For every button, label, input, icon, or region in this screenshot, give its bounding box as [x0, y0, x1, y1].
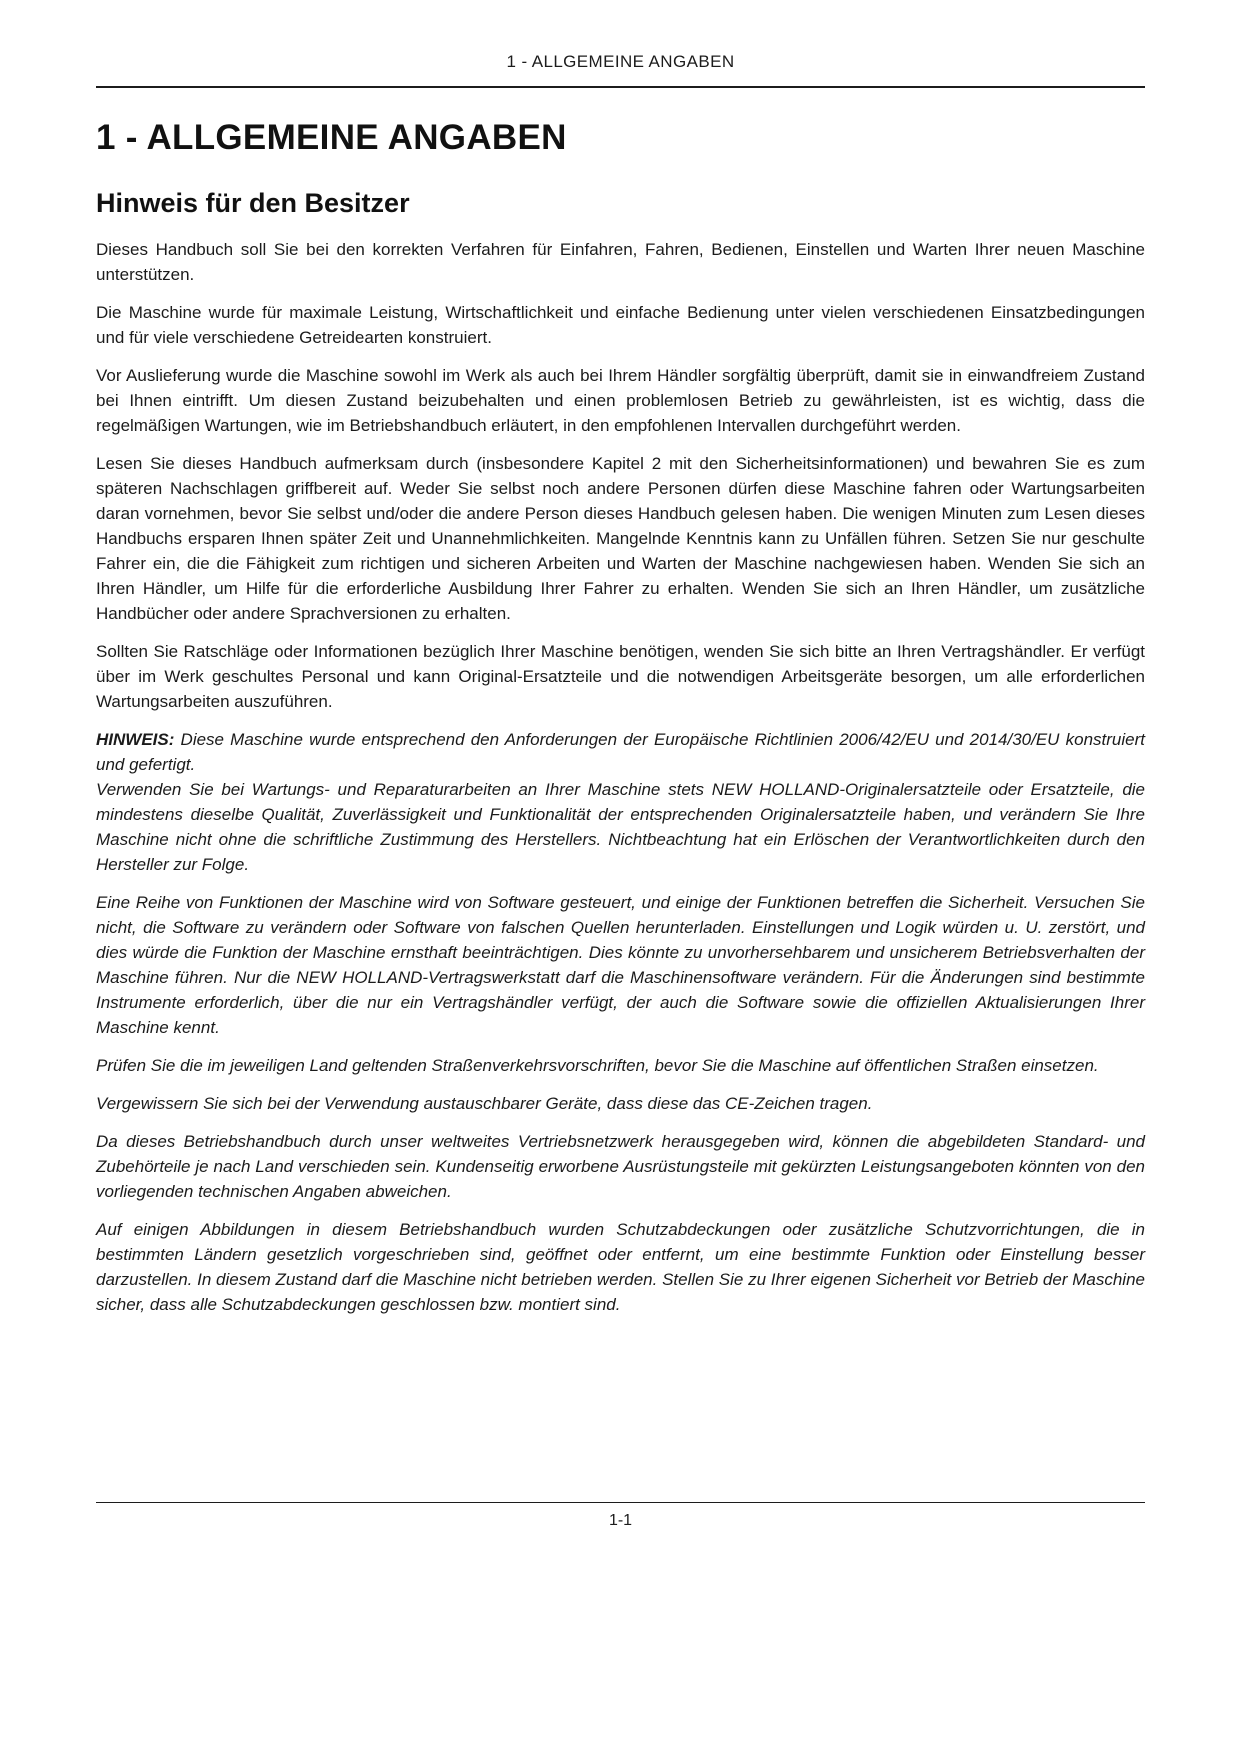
paragraph-software: Eine Reihe von Funktionen der Maschine wird von Software gesteuert, und einige der Funktionen betreffen die Sicherheit. Versuchen Sie nicht, die Software zu verändern oder Software von falschen Quellen herunterladen. Einstellungen und Logik würden u. U. zerstört, und dies würde die Funktion der Maschine ernsthaft beeinträchtigen. Dies könnte zu unvorhersehbarem und unsicherem Betriebsverhalten der Maschine führen. Nur die NEW HOLLAND-Vertragswerkstatt darf die Maschinensoftware verändern. Für die Änderungen sind bestimmte Instrumente erforderlich, über die nur ein Vertragshändler verfügt, der auch die Software sowie die offiziellen Aktualisierungen Ihrer Maschine kennt. — [96, 893, 1145, 1037]
page-number: 1-1 — [608, 1512, 633, 1529]
chapter-title: 1 - ALLGEMEINE ANGABEN — [96, 118, 567, 157]
section-heading: Hinweis für den Besitzer — [96, 188, 410, 218]
paragraph-pre-delivery: Vor Auslieferung wurde die Maschine sowohl im Werk als auch bei Ihrem Händler sorgfältig überprüft, damit sie in einwandfreiem Zustand bei Ihnen eintrifft. Um diesen Zustand beizubehalten und einen problemlosen Betrieb zu gewährleisten, ist es wichtig, dass die regelmäßigen Wartungen, wie im Betriebshandbuch erläutert, in den empfohlenen Intervallen durchgeführt werden. — [96, 366, 1145, 435]
paragraph-worldwide-distribution: Da dieses Betriebshandbuch durch unser weltweites Vertriebsnetzwerk herausgegeben wird, können die abgebildeten Standard- und Zubehörteile je nach Land verschieden sein. Kundenseitig erworbene Ausrüstungsteile mit gekürzten Leistungsangeboten könnten von den vorliegenden technischen Angaben abweichen. — [96, 1132, 1145, 1201]
page-footer — [96, 1502, 1145, 1530]
paragraph-machine-design: Die Maschine wurde für maximale Leistung, Wirtschaftlichkeit und einfache Bedienung unter vielen verschiedenen Einsatzbedingungen und für viele verschiedene Getreidearten konstruiert. — [96, 303, 1145, 347]
paragraph-hinweis — [96, 727, 1145, 877]
header-rule — [96, 86, 1145, 88]
hinweis-text: Diese Maschine wurde entsprechend den Anforderungen der Europäische Richtlinien 2006/42/EU und 2014/30/EU konstruiert und gefertigt. — [96, 730, 1145, 774]
paragraph-dealer-support: Sollten Sie Ratschläge oder Informationen bezüglich Ihrer Maschine benötigen, wenden Sie sich bitte an Ihren Vertragshändler. Er verfügt über im Werk geschultes Personal und kann Original-Ersatzteile und die notwendigen Arbeitsgeräte besorgen, um alle erforderlichen Wartungsarbeiten auszuführen. — [96, 642, 1145, 711]
hinweis-label: HINWEIS: — [96, 730, 175, 749]
running-header: 1 - ALLGEMEINE ANGABEN — [506, 52, 735, 71]
paragraph-ce-mark: Vergewissern Sie sich bei der Verwendung austauschbarer Geräte, dass diese das CE-Zeichen tragen. — [96, 1094, 873, 1113]
paragraph-intro: Dieses Handbuch soll Sie bei den korrekten Verfahren für Einfahren, Fahren, Bedienen, Einstellen und Warten Ihrer neuen Maschine unterstützen. — [96, 240, 1145, 284]
paragraph-read-manual: Lesen Sie dieses Handbuch aufmerksam durch (insbesondere Kapitel 2 mit den Sicherheitsinformationen) und bewahren Sie es zum späteren Nachschlagen griffbereit auf. Weder Sie selbst noch andere Personen dürfen diese Maschine fahren oder Wartungsarbeiten daran vornehmen, bevor Sie selbst und/oder die andere Person dieses Handbuch gelesen haben. Die wenigen Minuten zum Lesen dieses Handbuchs ersparen Ihnen später Zeit und Unannehmlichkeiten. Mangelnde Kenntnis kann zu Unfällen führen. Setzen Sie nur geschulte Fahrer ein, die die Fähigkeit zum richtigen und sicheren Arbeiten und Warten der Maschine nachgewiesen haben. Wenden Sie sich an Ihren Händler, um Hilfe für die erforderliche Ausbildung Ihrer Fahrer zu erhalten. Wenden Sie sich an Ihren Händler, um zusätzliche Handbücher oder andere Sprachversionen zu erhalten. — [96, 454, 1145, 623]
paragraph-guards-removed: Auf einigen Abbildungen in diesem Betriebshandbuch wurden Schutzabdeckungen oder zusätzliche Schutzvorrichtungen, die in bestimmten Ländern gesetzlich vorgeschrieben sind, geöffnet oder entfernt, um eine bestimmte Funktion oder Einstellung besser darzustellen. In diesem Zustand darf die Maschine nicht betrieben werden. Stellen Sie zu Ihrer eigenen Sicherheit vor Betrieb der Maschine sicher, dass alle Schutzabdeckungen geschlossen bzw. montiert sind. — [96, 1220, 1145, 1314]
footer-rule — [96, 1502, 1145, 1503]
hinweis-continuation: Verwenden Sie bei Wartungs- und Reparaturarbeiten an Ihrer Maschine stets NEW HOLLAND-Originalersatzteile oder Ersatzteile, die mindestens dieselbe Qualität, Zuverlässigkeit und Funktionalität der entsprechenden Originalersatzteile haben, und verändern Sie Ihre Maschine nicht ohne die schriftliche Zustimmung des Herstellers. Nichtbeachtung hat ein Erlöschen der Verantwortlichkeiten durch den Hersteller zur Folge. — [96, 780, 1145, 874]
paragraph-traffic-rules: Prüfen Sie die im jeweiligen Land geltenden Straßenverkehrsvorschriften, bevor Sie die Maschine auf öffentlichen Straßen einsetzen. — [96, 1056, 1099, 1075]
